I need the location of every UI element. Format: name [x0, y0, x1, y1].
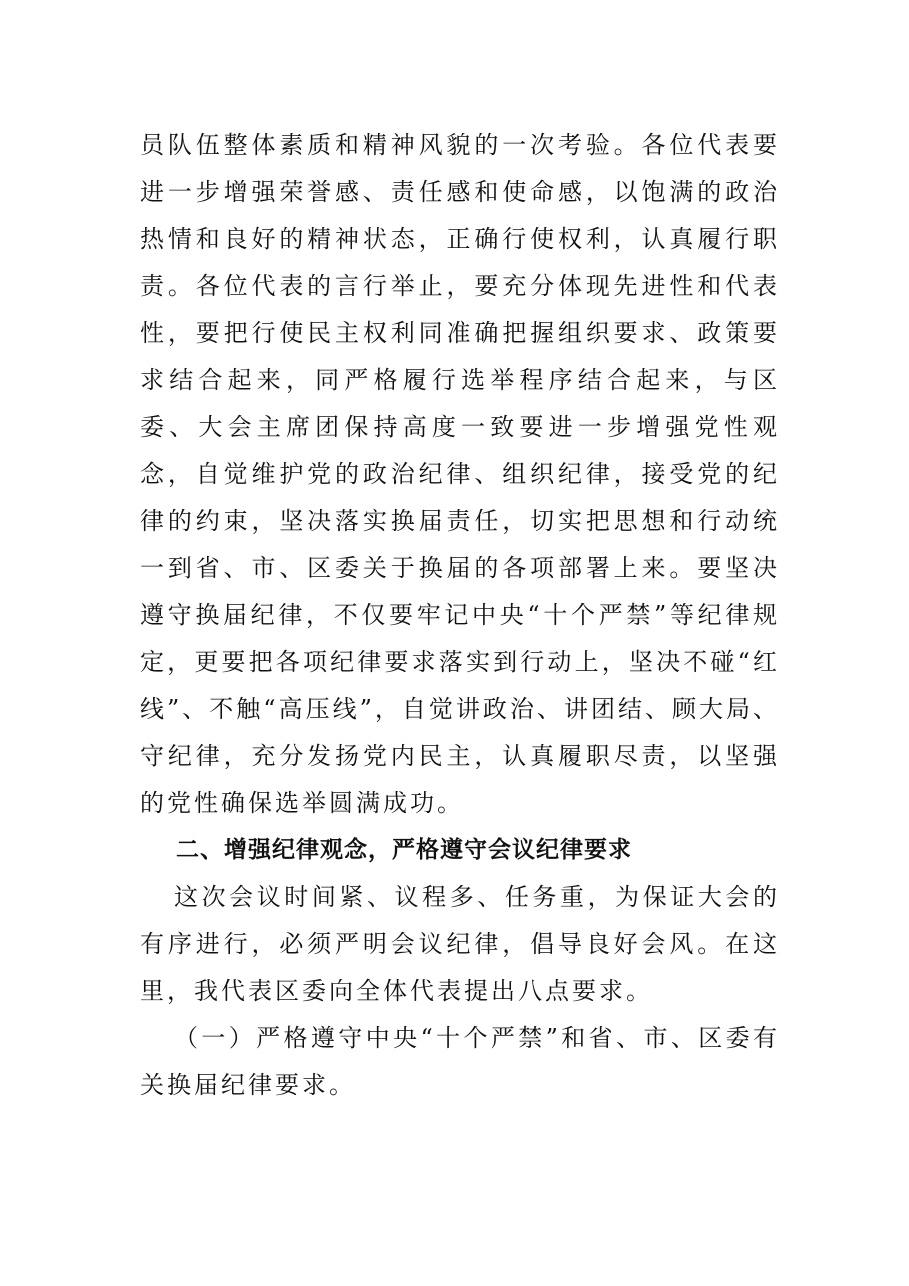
- document-body: [140, 122, 780, 1109]
- section-heading: 二、增强纪律观念，严格遵守会议纪律要求: [176, 837, 632, 863]
- body-paragraph-continued: 员队伍整体素质和精神风貌的一次考验。各位代表要进一步增强荣誉感、责任感和使命感，以饱满的政治热情和良好的精神状态，正确行使权利，认真履行职责。各位代表的言行举止，要充分体现先进性和代表性，要把行使民主权利同准确把握组织要求、政策要求结合起来，同严格履行选举程序结合起来，与区委、大会主席团保持高度一致要进一步增强党性观念，自觉维护党的政治纪律、组织纪律，接受党的纪律的约束，坚决落实换届责任，切实把思想和行动统一到省、市、区委关于换届的各项部署上来。要坚决遵守换届纪律，不仅要牢记中央“十个严禁”等纪律规定，更要把各项纪律要求落实到行动上，坚决不碰“红线”、不触“高压线”，自觉讲政治、讲团结、顾大局、守纪律，充分发扬党内民主，认真履职尽责，以坚强的党性确保选举圆满成功。: [140, 131, 780, 817]
- requirement-item-one: （一）严格遵守中央“十个严禁”和省、市、区委有关换届纪律要求。: [140, 1024, 780, 1099]
- section-paragraph: 这次会议时间紧、议程多、任务重，为保证大会的有序进行，必须严明会议纪律，倡导良好会风。在这里，我代表区委向全体代表提出八点要求。: [140, 883, 780, 1005]
